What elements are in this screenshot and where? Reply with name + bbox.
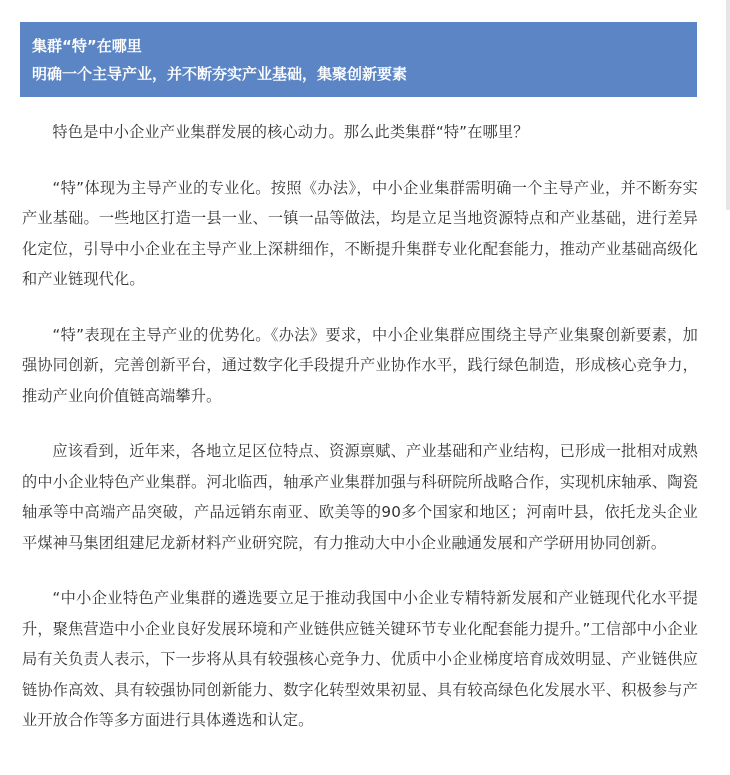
paragraph-official-statement: “中小企业特色产业集群的遴选要立足于推动我国中小企业专精特新发展和产业链现代化水平提升，聚焦营造中小企业良好发展环境和产业链供应链关键环节专业化配套能力提升。”工信部中小企业局有关负责人表示，下一步将从具有较强核心竞争力、优质中小企业梯度培育成效明显、产业链供应链协作高效、具有较强协同创新能力、数字化转型效果初显、具有较高绿色化发展水平、积极参与产业开放合作等多方面进行具体遴选和认定。 [22,589,698,729]
article-body [22,117,698,761]
paragraph-examples: 应该看到，近年来，各地立足区位特点、资源禀赋、产业基础和产业结构，已形成一批相对成熟的中小企业特色产业集群。河北临西，轴承产业集群加强与科研院所战略合作，实现机床轴承、陶瓷轴承等中高端产品突破，产品远销东南亚、欧美等的90多个国家和地区；河南叶县，依托龙头企业平煤神马集团组建尼龙新材料产业研究院，有力推动大中小企业融通发展和产学研用协同创新。 [22,442,698,552]
section-subtitle: 明确一个主导产业，并不断夯实产业基础，集聚创新要素 [32,65,408,83]
paragraph-advantage: “特”表现在主导产业的优势化。《办法》要求，中小企业集群应围绕主导产业集聚创新要素，加强协同创新，完善创新平台，通过数字化手段提升产业协作水平，践行绿色制造，形成核心竞争力，推动产业向价值链高端攀升。 [22,325,698,405]
paragraph-specialization: “特”体现为主导产业的专业化。按照《办法》，中小企业集群需明确一个主导产业，并不断夯实产业基础。一些地区打造一县一业、一镇一品等做法，均是立足当地资源特点和产业基础，进行差异化定位，引导中小企业在主导产业上深耕细作，不断提升集群专业化配套能力，推动产业基础高级化和产业链现代化。 [22,178,698,288]
section-title: 集群“特”在哪里 [32,37,142,55]
scrollbar[interactable] [726,0,730,210]
paragraph-intro: 特色是中小企业产业集群发展的核心动力。那么此类集群“特”在哪里？ [52,123,529,141]
section-header-box [20,22,697,97]
